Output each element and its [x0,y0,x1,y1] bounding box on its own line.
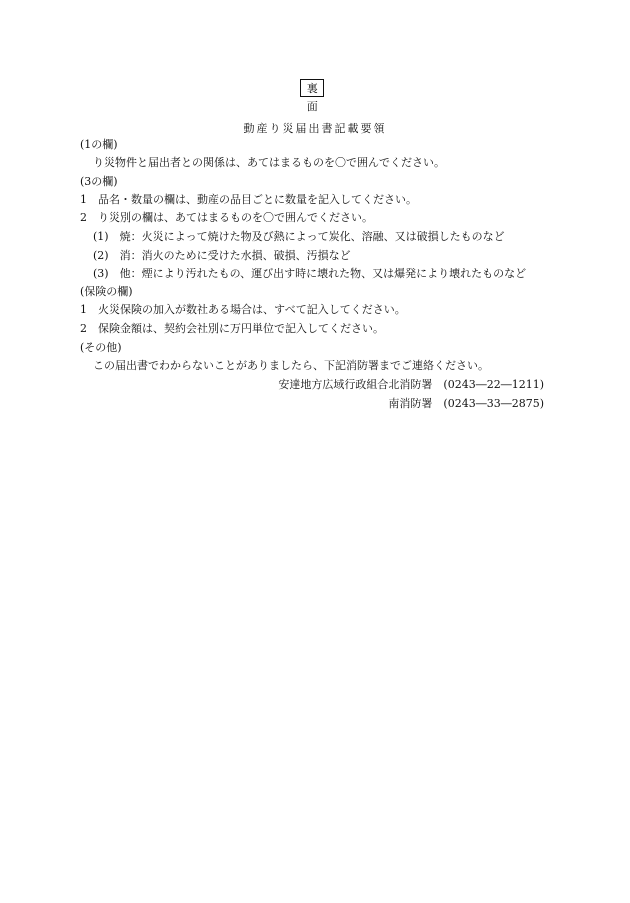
section-3-item-2: (2) 消：消火のために受けた水損、破損、汚損など [93,249,351,262]
other-text: この届出書でわからないことがありましたら、下記消防署までご連絡ください。 [93,359,489,372]
document-title: 動産り災届出書記載要領 [243,122,387,135]
section-3-heading: (3の欄) [80,175,118,188]
insurance-line-1: 1 火災保険の加入が数社ある場合は、すべて記入してください。 [80,303,406,316]
contact-north-station: 安達地方広域行政組合北消防署 (0243―22―1211) [278,378,544,391]
section-3-item-3: (3) 他：煙により汚れたもの、運び出す時に壊れた物、又は爆発により壊れたものなど [93,267,527,280]
reverse-side-label: 裏面 [300,79,324,97]
contact-south-station: 南消防署 (0243―33―2875) [388,397,544,410]
section-1-text: り災物件と届出者との関係は、あてはまるものを〇で囲んでください。 [93,156,445,169]
section-3-line-1: 1 品名・数量の欄は、動産の品目ごとに数量を記入してください。 [80,193,417,206]
section-1-heading: (1の欄) [80,138,118,151]
other-heading: (その他) [80,341,122,354]
insurance-line-2: 2 保険金額は、契約会社別に万円単位で記入してください。 [80,322,384,335]
insurance-heading: (保険の欄) [80,285,133,298]
section-3-line-2: 2 り災別の欄は、あてはまるものを〇で囲んでください。 [80,211,373,224]
section-3-item-1: (1) 焼：火災によって焼けた物及び熱によって炭化、溶融、又は破損したものなど [93,230,505,243]
